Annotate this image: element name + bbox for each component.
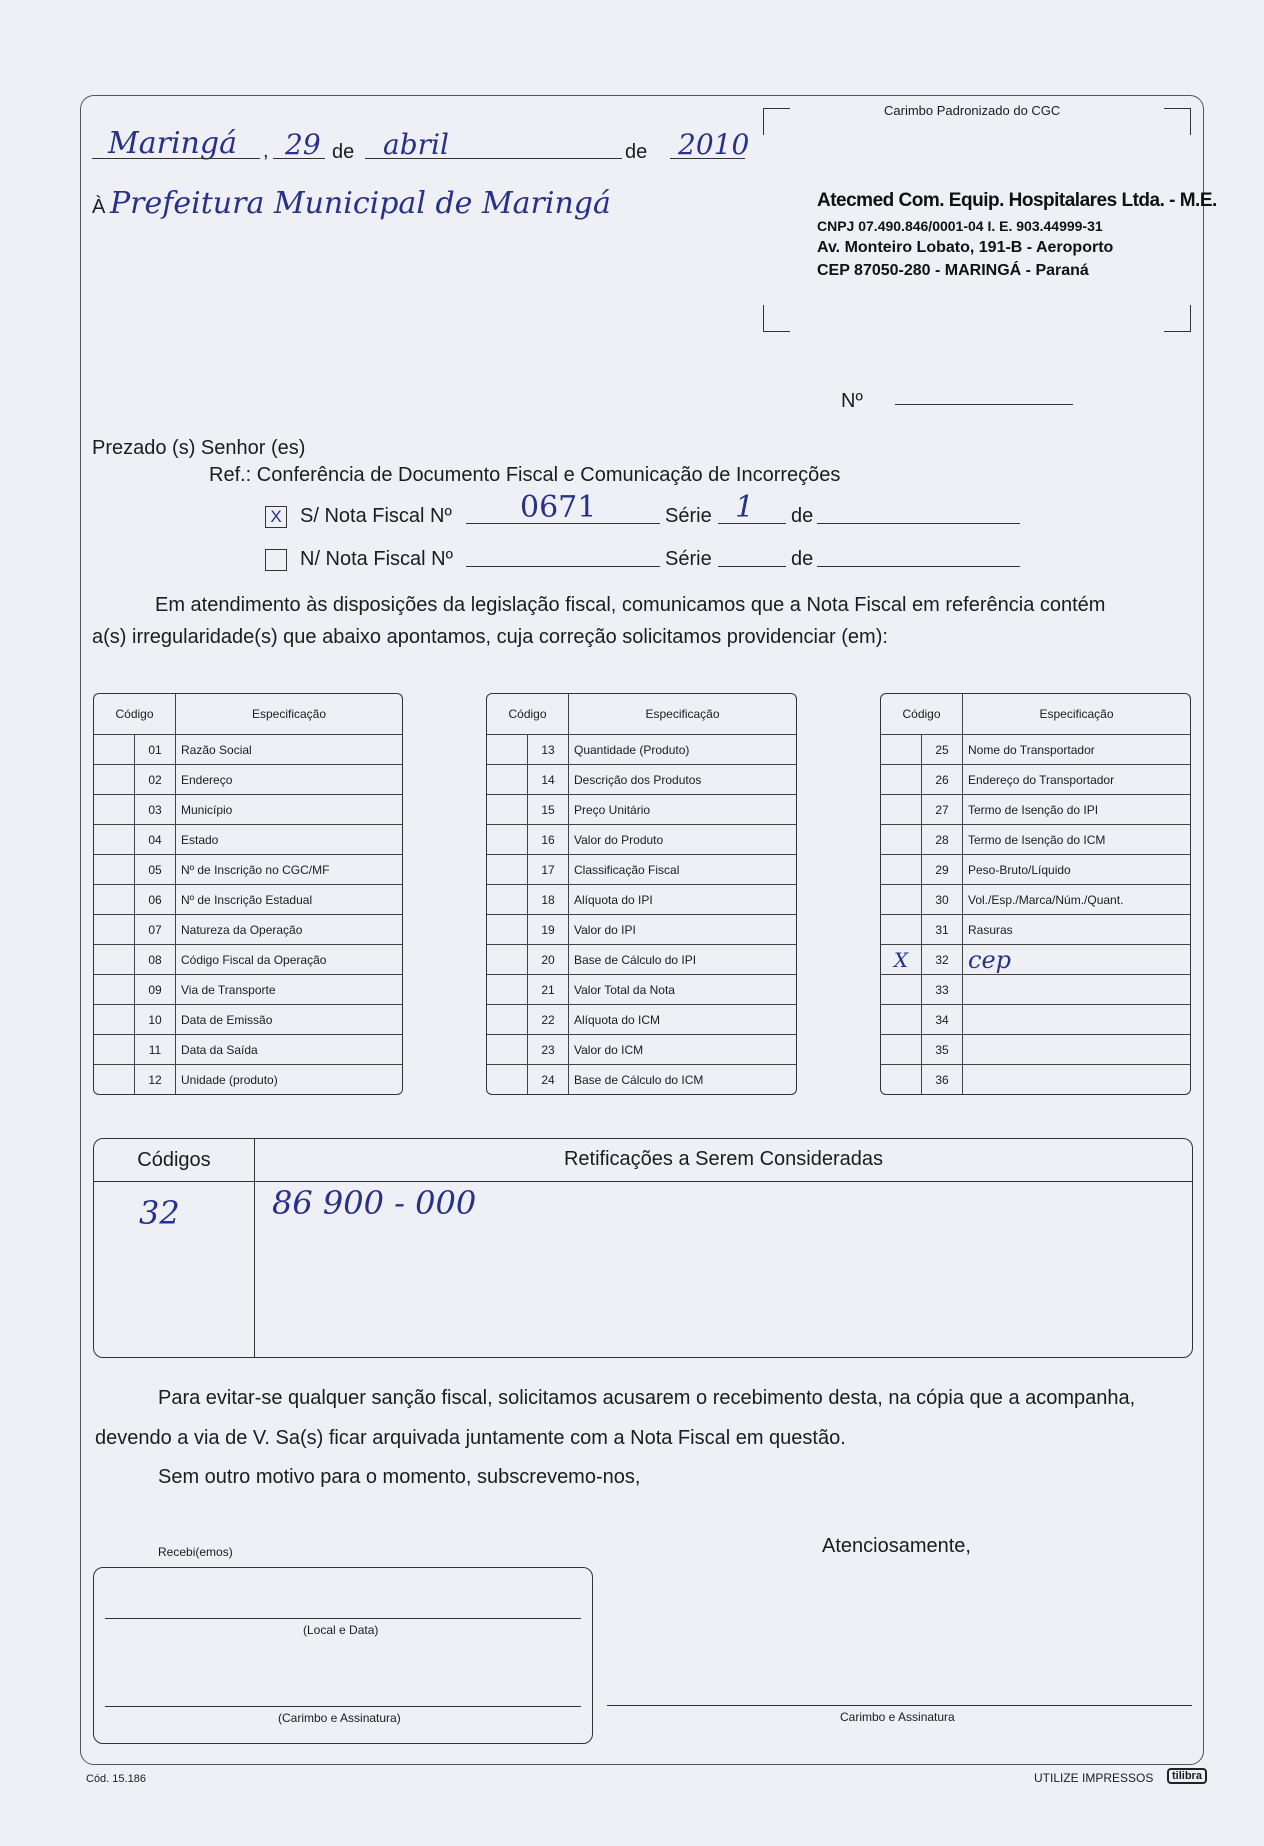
stamp-corner-tr: [1164, 108, 1191, 135]
spec-cell: Preço Unitário: [569, 795, 796, 825]
mark-cell[interactable]: [94, 885, 135, 915]
mark-cell[interactable]: [487, 1035, 528, 1065]
mark-cell[interactable]: [94, 795, 135, 825]
spec-cell: Termo de Isenção do ICM: [963, 825, 1190, 855]
mark-cell[interactable]: [881, 825, 922, 855]
s-serie-underline: [718, 523, 786, 524]
table-row: [94, 915, 402, 945]
spec-cell: Município: [176, 795, 402, 825]
closing-paragraph-1b: devendo a via de V. Sa(s) ficar arquivada juntamente com a Nota Fiscal em questão.: [95, 1427, 846, 1449]
table-row: [487, 765, 796, 795]
spec-cell: Endereço: [176, 765, 402, 795]
spec-cell: [963, 1035, 1190, 1065]
rectification-value-handwritten: 86 900 - 000: [272, 1184, 477, 1222]
mark-cell[interactable]: [881, 855, 922, 885]
table-row: [881, 765, 1190, 795]
stamp-corner-tl: [763, 108, 790, 135]
addressee-prefix: À: [92, 196, 106, 218]
mark-cell[interactable]: [94, 735, 135, 765]
mark-cell[interactable]: [881, 1065, 922, 1094]
s-de-underline: [817, 523, 1020, 524]
year-underline: [670, 158, 745, 159]
code-cell: 26: [922, 765, 963, 795]
date-comma: ,: [263, 140, 269, 162]
table-row: [94, 1005, 402, 1035]
mark-cell[interactable]: [94, 945, 135, 975]
n-serie-underline: [718, 566, 786, 567]
s-nota-fiscal-number: 0671: [520, 490, 597, 525]
reference-line: Ref.: Conferência de Documento Fiscal e Comunicação de Incorreções: [209, 464, 841, 486]
spec-cell: Rasuras: [963, 915, 1190, 945]
code-cell: 09: [135, 975, 176, 1005]
column-header-spec: Especificação: [963, 694, 1190, 735]
rectification-code-handwritten: 32: [139, 1194, 180, 1232]
spec-cell: Base de Cálculo do ICM: [574, 1072, 704, 1087]
table-row: [881, 735, 1190, 765]
mark-cell[interactable]: [94, 915, 135, 945]
rectifications-box: [93, 1138, 1193, 1358]
de-label-1: de: [332, 141, 355, 163]
code-cell: 23: [528, 1035, 569, 1065]
day-handwritten: 29: [285, 128, 321, 161]
spec-cell: Nº de Inscrição no CGC/MF: [176, 855, 402, 885]
column-header-spec: Especificação: [176, 694, 402, 735]
spec-cell: Estado: [176, 825, 402, 855]
stamp-title: Carimbo Padronizado do CGC: [884, 103, 1061, 118]
mark-cell[interactable]: [487, 885, 528, 915]
spec-cell: Unidade (produto): [181, 1072, 278, 1087]
code-cell: 20: [528, 945, 569, 975]
mark-cell[interactable]: [881, 885, 922, 915]
code-cell: 07: [135, 915, 176, 945]
spec-cell: Nome do Transportador: [963, 735, 1190, 765]
de-label-2: de: [625, 141, 648, 163]
greeting: Prezado (s) Senhor (es): [92, 437, 306, 459]
sincerely-label: Atenciosamente,: [822, 1535, 971, 1557]
number-label: Nº: [841, 390, 863, 412]
city-handwritten: Maringá: [108, 126, 237, 161]
mark-cell[interactable]: [881, 1005, 922, 1035]
receipt-signature-label: (Carimbo e Assinatura): [278, 1711, 401, 1725]
receipt-signature-line[interactable]: [105, 1706, 581, 1707]
stamp-corner-bl: [763, 305, 790, 332]
mark-cell[interactable]: [881, 975, 922, 1005]
mark-cell[interactable]: [487, 975, 528, 1005]
code-cell: 02: [135, 765, 176, 795]
spec-cell: [963, 1065, 1190, 1094]
spec-cell: Código Fiscal da Operação: [176, 945, 402, 975]
table-row: [94, 795, 402, 825]
s-number-underline: [466, 523, 660, 524]
s-nota-fiscal-checkbox[interactable]: X: [265, 506, 287, 528]
mark-cell[interactable]: [94, 975, 135, 1005]
spec-cell: Classificação Fiscal: [569, 855, 796, 885]
n-de-label: de: [791, 548, 814, 570]
table-row: [881, 915, 1190, 945]
city-underline: [92, 158, 260, 159]
mark-cell[interactable]: [487, 735, 528, 765]
code-cell: 35: [922, 1035, 963, 1065]
code-cell: 06: [135, 885, 176, 915]
table-row: [487, 915, 796, 945]
closing-paragraph-1a: Para evitar-se qualquer sanção fiscal, solicitamos acusarem o recebimento desta, na cópia que a acompanha,: [158, 1387, 1136, 1409]
closing-paragraph-2: Sem outro motivo para o momento, subscrevemo-nos,: [158, 1466, 641, 1488]
code-cell: 22: [528, 1005, 569, 1035]
spec-cell: cep: [963, 945, 1190, 975]
stamp-corner-br: [1164, 305, 1191, 332]
table-row: [94, 975, 402, 1005]
table-row: [94, 735, 402, 765]
s-nota-fiscal-label: S/ Nota Fiscal Nº: [300, 505, 452, 527]
spec-cell: [963, 975, 1190, 1005]
table-row: [94, 945, 402, 975]
mark-cell[interactable]: [487, 1065, 528, 1094]
spec-cell: Vol./Esp./Marca/Núm./Quant.: [963, 885, 1190, 915]
n-number-underline: [466, 566, 660, 567]
spec-cell: Valor Total da Nota: [569, 975, 796, 1005]
intro-text-1: Em atendimento às disposições da legislação fiscal, comunicamos que a Nota Fiscal em referência contém: [155, 594, 1106, 616]
spec-cell: Descrição dos Produtos: [569, 765, 796, 795]
table-row: [881, 945, 1190, 975]
company-cnpj: CNPJ 07.490.846/0001-04 I. E. 903.44999-31: [817, 218, 1103, 234]
spec-cell: Endereço do Transportador: [963, 765, 1190, 795]
mark-cell[interactable]: [94, 765, 135, 795]
mark-cell[interactable]: [94, 1065, 135, 1094]
mark-cell[interactable]: [487, 765, 528, 795]
code-cell: 11: [135, 1035, 176, 1065]
mark-cell[interactable]: [881, 1035, 922, 1065]
mark-cell[interactable]: [487, 795, 528, 825]
code-cell: 24: [528, 1065, 569, 1094]
intro-text-2: a(s) irregularidade(s) que abaixo apontamos, cuja correção solicitamos providenciar (em):: [92, 626, 888, 648]
company-stamp: [817, 190, 1217, 280]
code-cell: 27: [922, 795, 963, 825]
spec-cell: Razão Social: [176, 735, 402, 765]
code-cell: 33: [922, 975, 963, 1005]
code-cell: 32: [922, 945, 963, 975]
table-row: [487, 855, 796, 885]
code-cell: 13: [528, 735, 569, 765]
rectifications-divider: [254, 1181, 255, 1357]
spec-cell: Valor do ICM: [569, 1035, 796, 1065]
code-cell: 18: [528, 885, 569, 915]
code-cell: 28: [922, 825, 963, 855]
spec-cell: Valor do IPI: [569, 915, 796, 945]
day-underline: [273, 158, 325, 159]
code-cell: 17: [528, 855, 569, 885]
code-cell: 25: [922, 735, 963, 765]
s-de-label: de: [791, 505, 814, 527]
code-cell: 14: [528, 765, 569, 795]
spec-cell: Valor do Produto: [569, 825, 796, 855]
spec-cell: Peso-Bruto/Líquido: [963, 855, 1190, 885]
code-cell: 29: [922, 855, 963, 885]
spec-cell: Alíquota do IPI: [569, 885, 796, 915]
mark-cell[interactable]: [94, 1005, 135, 1035]
year-handwritten: 2010: [678, 128, 750, 161]
codes-table-3: [880, 693, 1191, 1095]
mark-cell[interactable]: X: [881, 945, 922, 975]
table-row: [94, 825, 402, 855]
spec-cell: Natureza da Operação: [176, 915, 402, 945]
code-cell: 16: [528, 825, 569, 855]
code-cell: 31: [922, 915, 963, 945]
table-row: [487, 975, 796, 1005]
code-cell: 15: [528, 795, 569, 825]
table-row: [487, 795, 796, 825]
table-row: [487, 825, 796, 855]
codes-header: Códigos: [94, 1139, 255, 1182]
local-date-label: (Local e Data): [303, 1623, 379, 1637]
code-cell: 05: [135, 855, 176, 885]
table-row: [881, 1035, 1190, 1065]
s-serie-handwritten: 1: [735, 490, 755, 525]
codes-table-2: [486, 693, 797, 1095]
table-row: [94, 765, 402, 795]
table-row: [487, 1035, 796, 1065]
table-row: [487, 1005, 796, 1035]
codes-table-1: [93, 693, 403, 1095]
table-row: [881, 795, 1190, 825]
code-cell: 01: [135, 735, 176, 765]
spec-cell: [963, 1005, 1190, 1035]
code-cell: 03: [135, 795, 176, 825]
month-handwritten: abril: [383, 128, 449, 161]
table-row: [881, 1005, 1190, 1035]
table-row: [94, 1035, 402, 1065]
table-row: [881, 1065, 1190, 1094]
spec-cell: Nº de Inscrição Estadual: [176, 885, 402, 915]
mark-cell[interactable]: [881, 765, 922, 795]
code-cell: 21: [528, 975, 569, 1005]
mark-cell[interactable]: [94, 1035, 135, 1065]
n-de-underline: [817, 566, 1020, 567]
spec-cell: Termo de Isenção do IPI: [963, 795, 1190, 825]
footer-use-text: UTILIZE IMPRESSOS: [1034, 1771, 1154, 1785]
form-code: Cód. 15.186: [86, 1773, 146, 1785]
spec-cell: Data da Saída: [176, 1035, 402, 1065]
table-row: [487, 735, 796, 765]
received-label: Recebi(emos): [158, 1545, 233, 1559]
mark-cell[interactable]: [487, 915, 528, 945]
local-date-line[interactable]: [105, 1618, 581, 1619]
table-row: [487, 945, 796, 975]
addressee-handwritten: Prefeitura Municipal de Maringá: [110, 186, 611, 221]
code-cell: 10: [135, 1005, 176, 1035]
company-name: Atecmed Com. Equip. Hospitalares Ltda. - M.E.: [817, 190, 1217, 211]
code-cell: 36: [922, 1065, 963, 1094]
mark-cell[interactable]: [94, 855, 135, 885]
column-header-code: Código: [881, 694, 963, 735]
spec-cell: Alíquota do ICM: [569, 1005, 796, 1035]
mark-cell[interactable]: [487, 1005, 528, 1035]
mark-cell[interactable]: [487, 825, 528, 855]
code-cell: 34: [922, 1005, 963, 1035]
code-cell: 19: [528, 915, 569, 945]
month-underline: [365, 158, 622, 159]
spec-cell: Data de Emissão: [176, 1005, 402, 1035]
mark-cell[interactable]: [881, 735, 922, 765]
table-row: [94, 1065, 402, 1094]
number-underline: [895, 404, 1073, 405]
sender-signature-line[interactable]: [607, 1705, 1192, 1706]
mark-cell[interactable]: [881, 915, 922, 945]
code-cell: 04: [135, 825, 176, 855]
code-cell: 12: [135, 1065, 176, 1094]
mark-cell[interactable]: [881, 795, 922, 825]
s-serie-label: Série: [665, 505, 712, 527]
code-cell: 30: [922, 885, 963, 915]
sender-signature-label: Carimbo e Assinatura: [840, 1710, 955, 1724]
table-row: [881, 975, 1190, 1005]
column-header-code: Código: [487, 694, 569, 735]
mark-cell[interactable]: [487, 945, 528, 975]
spec-cell: Quantidade (Produto): [569, 735, 796, 765]
table-row: [487, 1065, 796, 1094]
code-cell: 08: [135, 945, 176, 975]
mark-cell[interactable]: [94, 825, 135, 855]
table-row: [881, 885, 1190, 915]
spec-cell: Via de Transporte: [176, 975, 402, 1005]
company-address: Av. Monteiro Lobato, 191-B - Aeroporto: [817, 239, 1114, 256]
brand-logo: tilibra: [1167, 1768, 1207, 1784]
n-nota-fiscal-checkbox[interactable]: [265, 549, 287, 571]
n-serie-label: Série: [665, 548, 712, 570]
table-row: [94, 855, 402, 885]
spec-cell: Base de Cálculo do IPI: [569, 945, 796, 975]
table-row: [881, 825, 1190, 855]
column-header-code: Código: [94, 694, 176, 735]
company-cep: CEP 87050-280 - MARINGÁ - Paraná: [817, 262, 1089, 279]
n-nota-fiscal-label: N/ Nota Fiscal Nº: [300, 548, 453, 570]
column-header-spec: Especificação: [569, 694, 796, 735]
table-row: [881, 855, 1190, 885]
table-row: [487, 885, 796, 915]
table-row: [94, 885, 402, 915]
rectifications-title: Retificações a Serem Consideradas: [255, 1139, 1192, 1182]
mark-cell[interactable]: [487, 855, 528, 885]
